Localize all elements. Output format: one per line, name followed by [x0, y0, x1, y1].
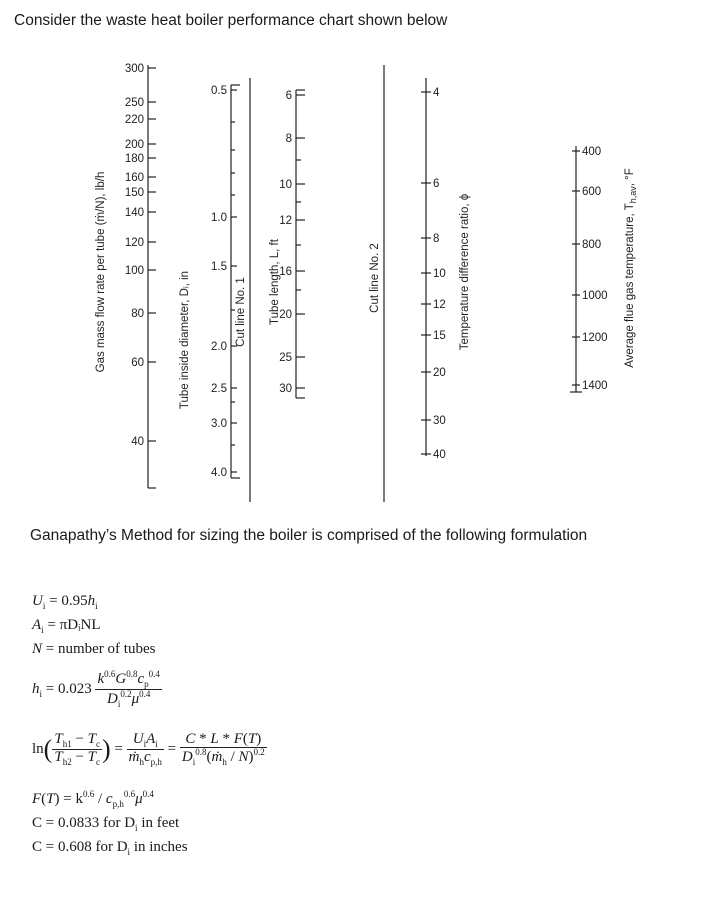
avg-temp-label-main: Average flue gas temperature, T [624, 203, 636, 368]
temp-ratio-tick-label: 8 [433, 233, 440, 245]
temp-ratio-tick-label: 40 [433, 449, 446, 461]
mass-flow-tick-label: 220 [124, 114, 144, 126]
method-text: Ganapathy’s Method for sizing the boiler is comprised of the following formulation [30, 527, 588, 544]
length-tick-label: 10 [279, 179, 292, 191]
temp-ratio-tick-label: 20 [433, 367, 446, 379]
avg-temp-tick-label: 800 [582, 239, 602, 251]
avg-temp-tick-label: 1000 [582, 290, 608, 302]
length-tick-label: 25 [279, 352, 292, 364]
length-axis-label: Tube length, L, ft [269, 239, 281, 325]
mass-flow-scale [95, 63, 156, 488]
cut-line-2-label: Cut line No. 2 [369, 243, 381, 313]
mass-flow-tick-label: 100 [124, 265, 144, 277]
temp-ratio-tick-label: 10 [433, 268, 446, 280]
avg-temp-tick-label: 1200 [582, 332, 608, 344]
cut-line-1-label: Cut line No. 1 [235, 277, 247, 347]
intro-text: Consider the waste heat boiler performance chart shown below [14, 12, 448, 29]
mass-flow-tick-label: 40 [131, 436, 144, 448]
avg-temp-scale [570, 146, 638, 392]
diameter-tick-label: 3.0 [211, 418, 227, 430]
temp-ratio-tick-label: 12 [433, 299, 446, 311]
length-tick-label: 8 [285, 133, 292, 145]
formula-a: $A_i$ = πDᵢNL [32, 617, 101, 635]
length-tick-label: 6 [285, 90, 292, 102]
nomogram-chart [0, 40, 713, 510]
mass-flow-tick-label: 160 [124, 172, 144, 184]
length-scale [269, 90, 305, 398]
mass-flow-tick-label: 80 [131, 308, 144, 320]
temp-ratio-tick-label: 6 [433, 178, 440, 190]
mass-flow-tick-label: 120 [124, 237, 144, 249]
diameter-tick-label: 1.5 [211, 261, 227, 273]
formula-f: $F(T) = k^{0.6} / c_{p,h}^{0.6}\mu^{0.4}$ [32, 789, 154, 809]
formula-n: N = number of tubes [32, 641, 156, 657]
temp-ratio-tick-label: 4 [433, 87, 440, 99]
avg-temp-label-unit: , °F [624, 168, 636, 187]
diameter-tick-label: 1.0 [211, 212, 227, 224]
temp-ratio-tick-label: 15 [433, 330, 446, 342]
temp-ratio-tick-label: 30 [433, 415, 446, 427]
formula-ln: ln( $\frac{T_{h1} - T_c}{T_{h2} - T_c}$ ) = $\frac{U_iA_i}{ṁ_hc_{p,h}}$ = $\frac{C * L * F(T)}{D_i^{0.8}(ṁ_h / N)^{0.2}}$ [32, 731, 265, 767]
mass-flow-tick-label: 250 [124, 97, 144, 109]
mass-flow-tick-label: 180 [124, 153, 144, 165]
formula-u: $U_i = 0.95h_i$ [32, 593, 98, 611]
diameter-tick-label: 0.5 [211, 85, 227, 97]
diameter-scale [179, 85, 240, 479]
avg-temp-label-sub: h,av [628, 186, 638, 204]
temp-ratio-scale [421, 78, 471, 461]
avg-temp-tick-label: 600 [582, 186, 602, 198]
length-tick-label: 20 [279, 309, 292, 321]
avg-temp-tick-label: 400 [582, 146, 602, 158]
mass-flow-tick-label: 150 [124, 187, 144, 199]
mass-flow-axis-label: Gas mass flow rate per tube (ṁ/N), lb/h [95, 171, 107, 373]
h-fraction: $\frac{k^{0.6}G^{0.8}c_p^{0.4}}{D_i^{0.2}\mu^{0.4}}$ [97, 669, 160, 709]
mass-flow-tick-label: 300 [124, 63, 144, 75]
diameter-tick-label: 2.0 [211, 341, 227, 353]
temp-ratio-axis-label: Temperature difference ratio, ϕ [459, 193, 471, 351]
formula-c-inches: C = 0.608 for $D_i$ in inches [32, 839, 188, 857]
formula-h: $h_i = 0.023$ $\frac{k^{0.6}G^{0.8}c_p^{0.4}}{D_i^{0.2}\mu^{0.4}}$ [32, 669, 160, 709]
cut-line-2-scale [369, 65, 384, 502]
mass-flow-tick-label: 200 [124, 139, 144, 151]
mass-flow-tick-label: 60 [131, 357, 144, 369]
mass-flow-tick-label: 140 [124, 207, 144, 219]
avg-temp-tick-label: 1400 [582, 380, 608, 392]
length-tick-label: 12 [279, 215, 292, 227]
cut-line-1-scale [235, 78, 250, 502]
length-tick-label: 30 [279, 383, 292, 395]
avg-temp-axis-label [624, 168, 638, 368]
length-tick-label: 16 [279, 266, 292, 278]
diameter-tick-label: 2.5 [211, 383, 227, 395]
formula-c-feet: C = 0.0833 for $D_i$ in feet [32, 815, 180, 833]
diameter-axis-label: Tube inside diameter, Dᵢ, in [179, 270, 191, 410]
diameter-tick-label: 4.0 [211, 467, 227, 479]
